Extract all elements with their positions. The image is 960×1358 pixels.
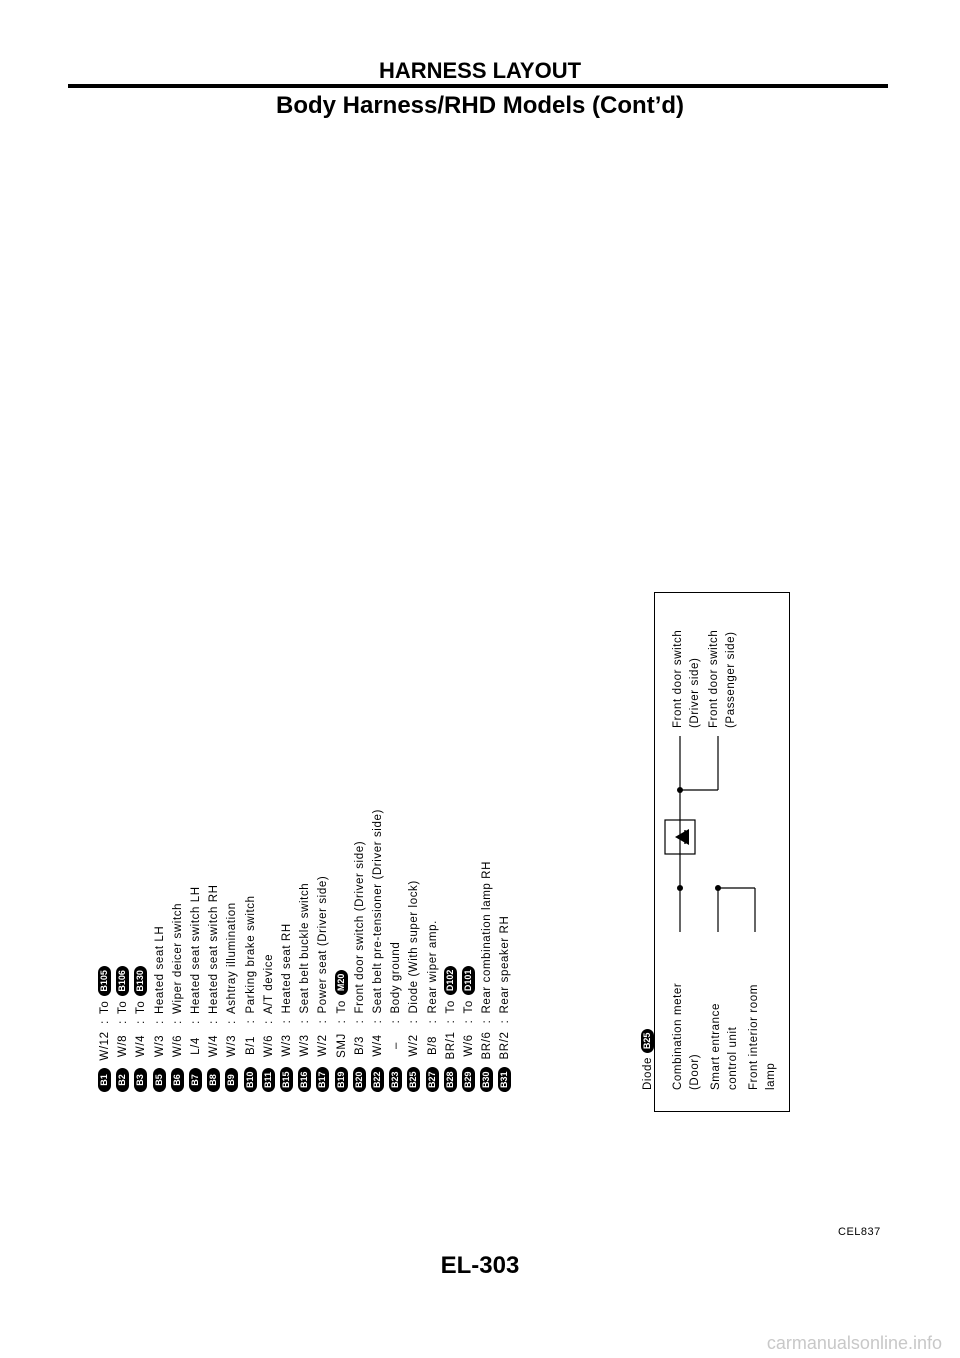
wire-spec: BR/1 [444, 1031, 457, 1060]
description: Parking brake switch [244, 895, 257, 1014]
description: To [117, 1000, 130, 1014]
wire-spec: BR/2 [499, 1031, 512, 1060]
wire-spec: W/3 [153, 1034, 166, 1058]
separator: : [153, 1020, 166, 1024]
connector-id-tag: B6 [171, 1068, 184, 1092]
header-title: HARNESS LAYOUT [378, 58, 582, 83]
description: To [99, 1000, 111, 1014]
description: Rear speaker RH [499, 915, 512, 1014]
wire-spec: W/3 [226, 1034, 239, 1058]
description: Wiper deicer switch [171, 902, 184, 1014]
separator: : [190, 1020, 202, 1024]
separator: : [481, 1019, 494, 1024]
wire-spec: W/6 [463, 1034, 475, 1057]
separator: : [171, 1020, 184, 1024]
connector-id-tag: B11 [262, 1068, 275, 1092]
wire-spec: W/6 [171, 1034, 184, 1058]
description: To [463, 1000, 475, 1014]
wire-spec: – [390, 1041, 403, 1049]
connector-id-tag: B3 [135, 1068, 148, 1092]
separator: : [390, 1019, 403, 1024]
connector-id-tag: B16 [299, 1067, 312, 1092]
figure-code: CEL837 [838, 1226, 881, 1238]
separator: : [226, 1020, 239, 1024]
connector-id-tag: B29 [462, 1067, 475, 1092]
connector-id-tag: B19 [335, 1067, 348, 1092]
description: To [335, 1000, 348, 1014]
wire-spec: L/4 [190, 1037, 202, 1055]
header-rule [68, 84, 888, 88]
description: Rear wiper amp. [426, 920, 439, 1014]
wire-spec: W/2 [317, 1034, 330, 1057]
separator: : [117, 1020, 130, 1024]
separator: : [262, 1020, 275, 1024]
description: Ashtray illumination [226, 902, 239, 1014]
description: A/T device [262, 953, 275, 1014]
separator: : [408, 1019, 421, 1024]
header-subtitle: Body Harness/RHD Models (Cont’d) [275, 92, 685, 119]
wire-spec: W/8 [117, 1034, 130, 1058]
separator: : [335, 1019, 348, 1024]
target-connector-tag: B106 [117, 966, 130, 996]
page-number: EL-303 [440, 1252, 520, 1279]
connector-id-tag: B30 [481, 1067, 494, 1092]
description: Diode (With super lock) [408, 880, 421, 1014]
connector-id-tag: B15 [280, 1067, 293, 1092]
separator: : [444, 1019, 457, 1024]
connector-id-tag: B1 [98, 1068, 111, 1092]
connector-id-tag: B31 [499, 1067, 512, 1092]
wire-spec: B/8 [426, 1035, 439, 1056]
separator: : [317, 1019, 330, 1024]
connector-id-tag: B10 [244, 1067, 257, 1092]
connector-id-tag: B23 [390, 1067, 403, 1092]
wire-spec: W/2 [408, 1034, 421, 1057]
target-connector-tag: B105 [98, 966, 111, 996]
label-front-door-driver: Front door switch (Driver side) [672, 629, 701, 728]
wire-spec: B/1 [244, 1035, 257, 1056]
description: Heated seat LH [153, 925, 166, 1014]
wire-spec: SMJ [335, 1033, 348, 1058]
wire-spec: W/12 [99, 1031, 111, 1061]
connector-id-tag: B25 [408, 1067, 421, 1092]
label-combination-meter: Combination meter (Door) [672, 982, 701, 1090]
description: To [444, 1000, 457, 1014]
description: Heated seat RH [281, 923, 293, 1014]
description: Heated seat switch RH [208, 884, 221, 1014]
wire-spec: W/3 [281, 1034, 293, 1057]
separator: : [353, 1019, 366, 1024]
wire-spec: W/6 [262, 1034, 275, 1058]
connector-id-tag: B22 [371, 1067, 384, 1092]
connector-tag-b25: B25 [641, 1029, 654, 1054]
diode-title: Diode B25 [640, 1029, 657, 1090]
label-front-interior-lamp: Front interior room lamp [748, 984, 777, 1090]
label-smart-entrance: Smart entrance control unit [710, 1002, 739, 1090]
connector-id-tag: B27 [426, 1067, 439, 1092]
connector-id-tag: B7 [189, 1068, 202, 1092]
description: Rear combination lamp RH [481, 861, 494, 1014]
connector-id-tag: B9 [226, 1068, 239, 1092]
description: Power seat (Driver side) [317, 875, 330, 1014]
separator: : [281, 1019, 293, 1024]
separator: : [426, 1019, 439, 1024]
label-front-door-passenger: Front door switch (Passenger side) [708, 629, 737, 728]
separator: : [208, 1020, 221, 1024]
target-connector-tag: D101 [462, 966, 475, 996]
wire-spec: W/4 [208, 1034, 221, 1058]
watermark: carmanualsonline.info [766, 1333, 942, 1353]
separator: : [299, 1019, 312, 1024]
wire-spec: B/3 [353, 1035, 366, 1056]
connector-id-tag: B5 [153, 1068, 166, 1092]
wire-spec: BR/6 [481, 1031, 494, 1060]
target-connector-tag: D102 [444, 966, 457, 996]
separator: : [499, 1019, 512, 1024]
connector-id-tag: B17 [317, 1067, 330, 1092]
separator: : [372, 1019, 384, 1024]
separator: : [135, 1020, 148, 1024]
separator: : [244, 1019, 257, 1024]
wire-spec: W/4 [135, 1034, 148, 1058]
description: Heated seat switch LH [190, 886, 202, 1014]
description: Seat belt pre-tensioner (Driver side) [372, 809, 384, 1014]
connector-id-tag: B2 [117, 1068, 130, 1092]
target-connector-tag: M20 [335, 970, 348, 996]
description: Front door switch (Driver side) [353, 840, 366, 1014]
target-connector-tag: B130 [135, 966, 148, 996]
description: Seat belt buckle switch [299, 882, 312, 1014]
connector-id-tag: B20 [353, 1067, 366, 1092]
description: To [135, 1000, 148, 1014]
wire-spec: W/4 [372, 1034, 384, 1057]
description: Body ground [390, 941, 403, 1014]
connector-id-tag: B8 [208, 1068, 221, 1092]
separator: : [463, 1019, 475, 1024]
wire-spec: W/3 [299, 1034, 312, 1057]
separator: : [99, 1020, 111, 1024]
connector-id-tag: B28 [444, 1067, 457, 1092]
